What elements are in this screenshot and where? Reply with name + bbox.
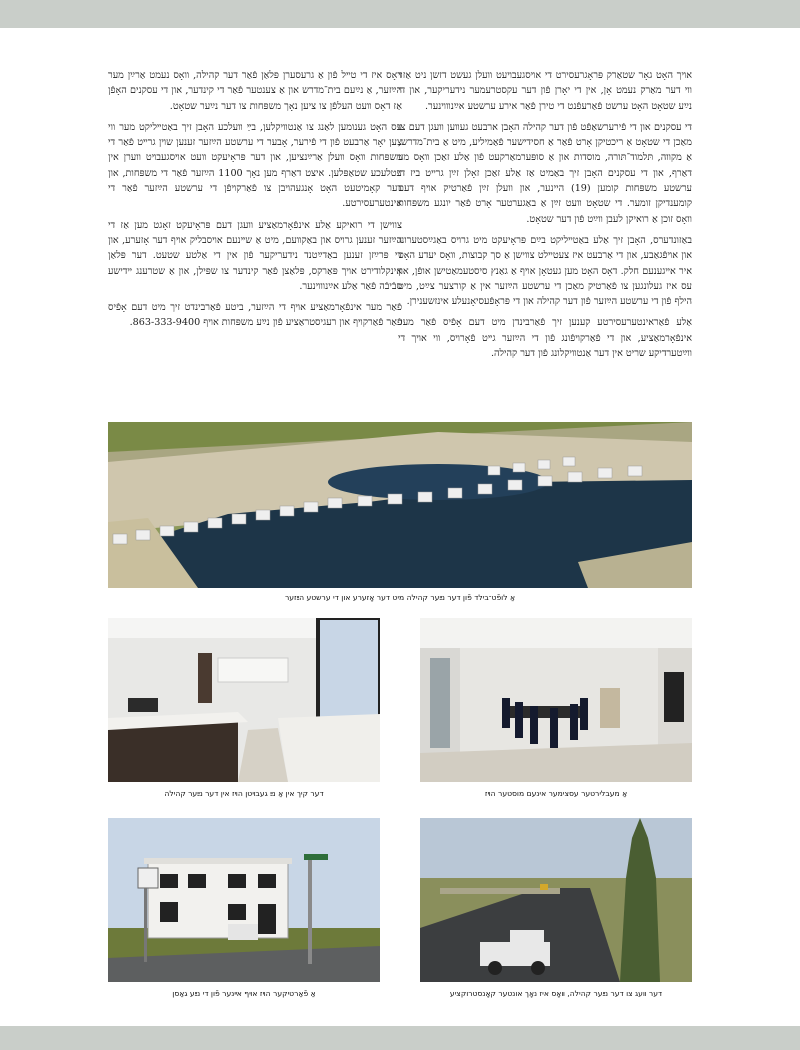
dining-room-photo [420, 618, 692, 782]
construction-road-photo [420, 818, 692, 982]
photo-caption: אַ לופֿט־בילד פֿון דער נײַער קהילה מיט דער אָזערע און די ערשטע הײַזער [284, 593, 516, 602]
article-paragraph: אַלע פֿאַראינטערעסירטע קענען זיך פֿאַרבינדן מיט דעם אָפֿיס פֿאַר מער אינפֿאָרמאַציע, און די פֿאַרקױפֿונג פֿון די הײַזער גײט פֿאָרױס, װי אױך די װײַטערדיקע שריט אין דער אַנטװיקלונג פֿון דער קהילה. [398, 317, 692, 360]
article-paragraph: די עסקנים און די פֿירערשאַפֿט פֿון דער קהילה האָבן ארבעט געװען װעגן דעם צו מאַכן די שטאָט אַ ריכטיקן אָרט פֿאַר אַ חסידישער פֿאַמיליע, מיט אַ בית־מדרש, אַ מקװה, תּלמוד־תּורה, מוסדות און אַ סופּערמאַרקעט פֿון אַלע זאַכן װאָס מע דאַרף, און די עסקנים האָבן זיך באַמיט אַז אַלע זאַכן זאָלן זײַן גרײט ביז די ערשטע משפּחות קומען (19) היינער, און װעלן זײַן פֿאַרטיק אױף דעם קומענדיקן זומער. די שטאָט װעט זײַן אַ באַגערטער אָרט פֿאַר יונגע משפּחות װאָס זוכן אַ רואיקן לעבן װײַט פֿון דער שטאָט. [398, 121, 692, 225]
article-paragraph: פֿאַר מער אינפֿאָרמאַציע אױף די הײַזער, ביטע פֿאַרבינדט זיך מיט דעם אָפֿיס פֿאַר פֿאַרקױף און רעגיסטראַציע פֿון נײַע משפּחות אױף 863-333-9400. [108, 302, 402, 329]
house-exterior-photo [108, 818, 380, 982]
photo-caption: אַ פֿאַרטיקער הױז אױף אײנער פֿון די נײַע גאַסן [172, 989, 316, 998]
article-column-right [398, 68, 692, 398]
article-paragraph: אױך האָט גאָר שטאַרק פּראָגרעסירט די אױסגעבױעט װעלן געשט דזשן ניט אַזױ װי דער מאַרק נעמט אָן, אין די יאָרן פֿון דער עקסטרעמער נידעריקער, און די נײַע שטאָט האָט ערשט פֿאַרעפֿנט די טירן פֿאַר אירע ערשטע אײַנװױנער. [398, 70, 692, 112]
article-column-left [108, 68, 402, 398]
photo-caption: אַ מעבלירטער עסצימער אינעם מוסטער הױז [484, 789, 628, 798]
bottom-band [0, 1026, 800, 1050]
photo-caption: דער קיך אין אַ נײַ געבױטן הױז אין דער נײַער קהילה [164, 789, 324, 798]
article-paragraph: צווישן די רואיקע אַלע אינפֿאָרמאַציע װעגן דעם פּראָיעקט זאָגט מען אַז די הײַזער זענען גרױס און באַקװעם, מיט אַ שײנעם אױסבליק אױף דער אָזערע, און די פּרײַזן זענען באַדײַטנד נידעריקער פֿון אין די אַלטע שטעט. דער פּלאַן אינקלודירט אױך פּאַרקס, פּלאַצן פֿאַר קינדער צו שפּילן, און אַ שטרענג ײדישע סבֿיבֿה פֿאַר אַלע אײַנװױנער. [108, 219, 402, 292]
article-paragraph: עס האָט גענומען לאַנג צו אַנטװיקלען, בײַ װעלכע האָבן זיך באַטײליקט מער װי צען יאָר אַרבעט פֿון די פֿירער, אָבער די ערשטע הײַזער זענען שױן גרײט פֿאַר די משפּחות װאָס װעלן אַרײַנציען, און דער פּראָיעקט װעט אױסגעבױט װערן אין עטלעכע שטאַפּלען. איצט דאַרף מען נאָך 1100 הײַזער פֿאַר די משפּחות, און דער קאָמיטעט האָט אָנגעהױבן צו פֿאַרקױפֿן די ערשטע הײַזער פֿאַר די אינטערעסירטע. [108, 121, 402, 210]
article-paragraph: באַזונדערס, האָבן זיך אַלע באַטײליקט בײַם פּראָיעקט מיט גרױס באַגײַסטערונג און אױפֿגאַבע, און די אַרבעט איז צעטײלט צװישן אַ סך קבוצות, װאָס יעדע האָט איר אײגענעם חלק. דאָס האָט מען געטאָן אױף אַ גאַנץ סיסטעמאַטישן אופֿן, און עס איז געלונגען צו פֿאַרטיק מאַכן די ערשטע הײַזער אין אַ קורצער צײַט, מיט הילף פֿון די ערשטע הײַזער פֿון דער קהילה און די פּראָפֿעסיאָנעלע אינזשענירן. [398, 234, 692, 308]
photo-caption: דער װעג צו דער נײַער קהילה, װאָס איז נאָך אונטער קאָנסטרוקציע [449, 989, 663, 998]
kitchen-photo [108, 618, 380, 782]
top-band [0, 0, 800, 28]
aerial-lake-photo [108, 422, 692, 588]
article-paragraph: דאָס איז די טײל פֿון אַ גרעסערן פּלאַן פֿאַר דער קהילה, װאָס נעמט אַרײַן מער הײַזער, אַ נײַעם בית־מדרש און אַ צענטער פֿאַר די קינדער, און די עסקנים האָפֿן אַז דאָס װעט העלפֿן צו ציען נאָך משפּחות צו דער נײַער שטאָט. [108, 70, 402, 112]
